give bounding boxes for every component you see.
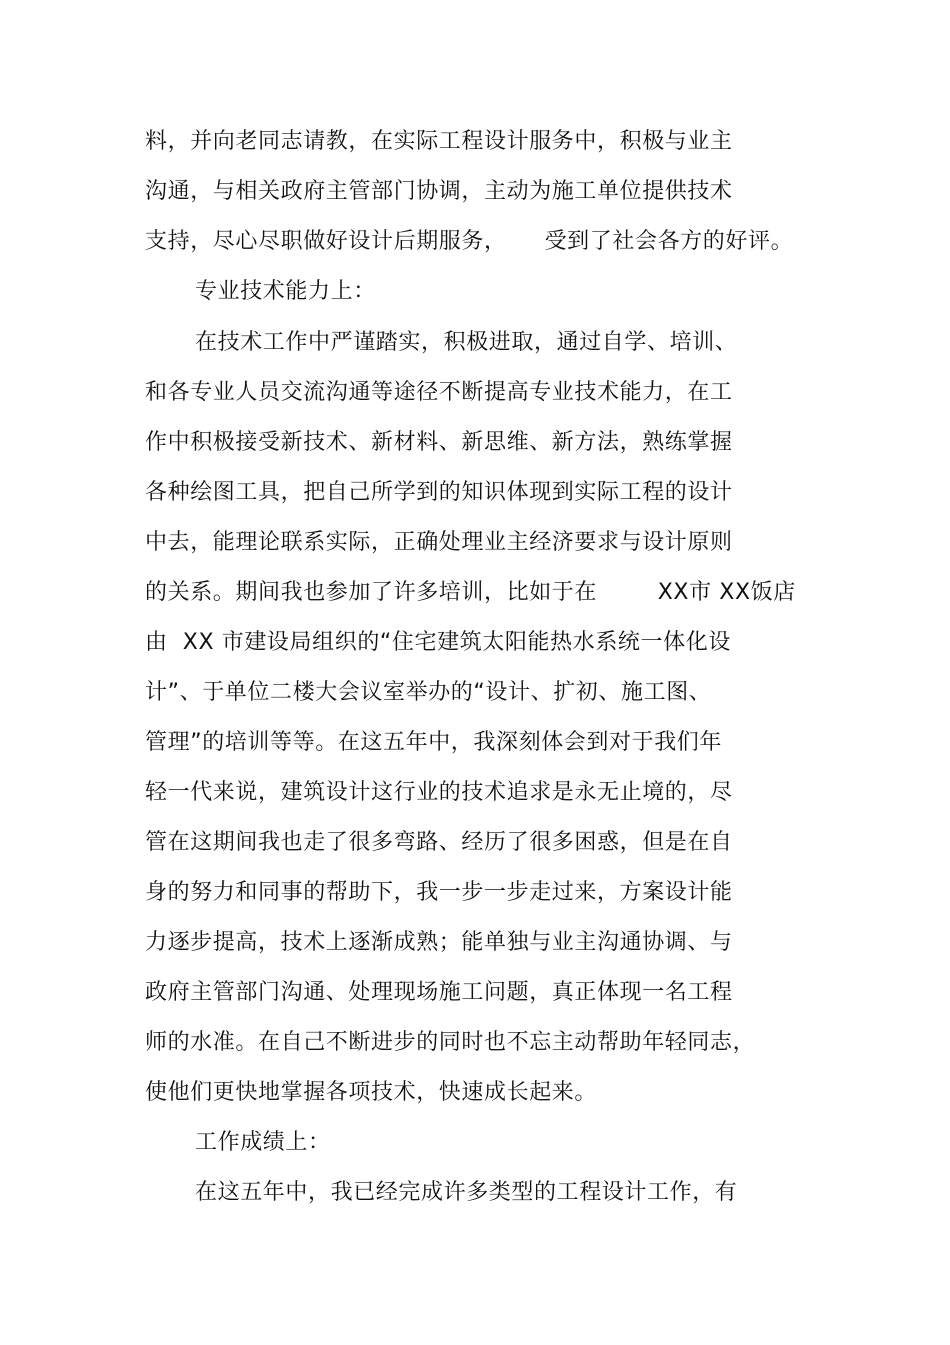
- paragraph-line: 管理”的培训等等。在这五年中，我深刻体会到对于我们年: [145, 730, 722, 755]
- paragraph-line: 身的努力和同事的帮助下，我一步一步走过来，方案设计能: [145, 880, 733, 905]
- paragraph-line: 使他们更快地掌握各项技术，快速成长起来。: [145, 1080, 598, 1105]
- paragraph-line: 政府主管部门沟通、处理现场施工问题，真正体现一名工程: [145, 980, 733, 1005]
- paragraph-line: 支持，尽心尽职做好设计后期服务， 受到了社会各方的好评。: [145, 229, 794, 254]
- paragraph-line: 师的水准。在自己不断进步的同时也不忘主动帮助年轻同志，: [145, 1030, 756, 1055]
- paragraph-line: 料，并向老同志请教，在实际工程设计服务中，积极与业主: [145, 129, 733, 154]
- section-heading: 专业技术能力上：: [195, 279, 376, 304]
- paragraph-line: 管在这期间我也走了很多弯路、经历了很多困惑，但是在自: [145, 830, 733, 855]
- paragraph-line: 作中积极接受新技术、新材料、新思维、新方法，熟练掌握: [145, 430, 733, 455]
- paragraph-line: 力逐步提高，技术上逐渐成熟；能单独与业主沟通协调、与: [145, 930, 733, 955]
- paragraph-line: 由 XX 市建设局组织的“住宅建筑太阳能热水系统一体化设: [145, 630, 731, 655]
- paragraph-line: 在这五年中，我已经完成许多类型的工程设计工作，有: [195, 1180, 738, 1205]
- paragraph-line: 沟通，与相关政府主管部门协调，主动为施工单位提供技术: [145, 179, 733, 204]
- paragraph-line: 的关系。期间我也参加了许多培训，比如于在 XX市 XX饭店: [145, 580, 796, 605]
- paragraph-line: 中去，能理论联系实际，正确处理业主经济要求与设计原则: [145, 530, 733, 555]
- section-heading: 工作成绩上：: [195, 1130, 331, 1155]
- paragraph-line: 在技术工作中严谨踏实，积极进取，通过自学、培训、: [195, 330, 738, 355]
- paragraph-line: 和各专业人员交流沟通等途径不断提高专业技术能力，在工: [145, 380, 733, 405]
- paragraph-line: 计”、于单位二楼大会议室举办的“设计、扩初、施工图、: [145, 680, 712, 705]
- paragraph-line: 各种绘图工具，把自己所学到的知识体现到实际工程的设计: [145, 480, 733, 505]
- paragraph-line: 轻一代来说，建筑设计这行业的技术追求是永无止境的，尽: [145, 780, 733, 805]
